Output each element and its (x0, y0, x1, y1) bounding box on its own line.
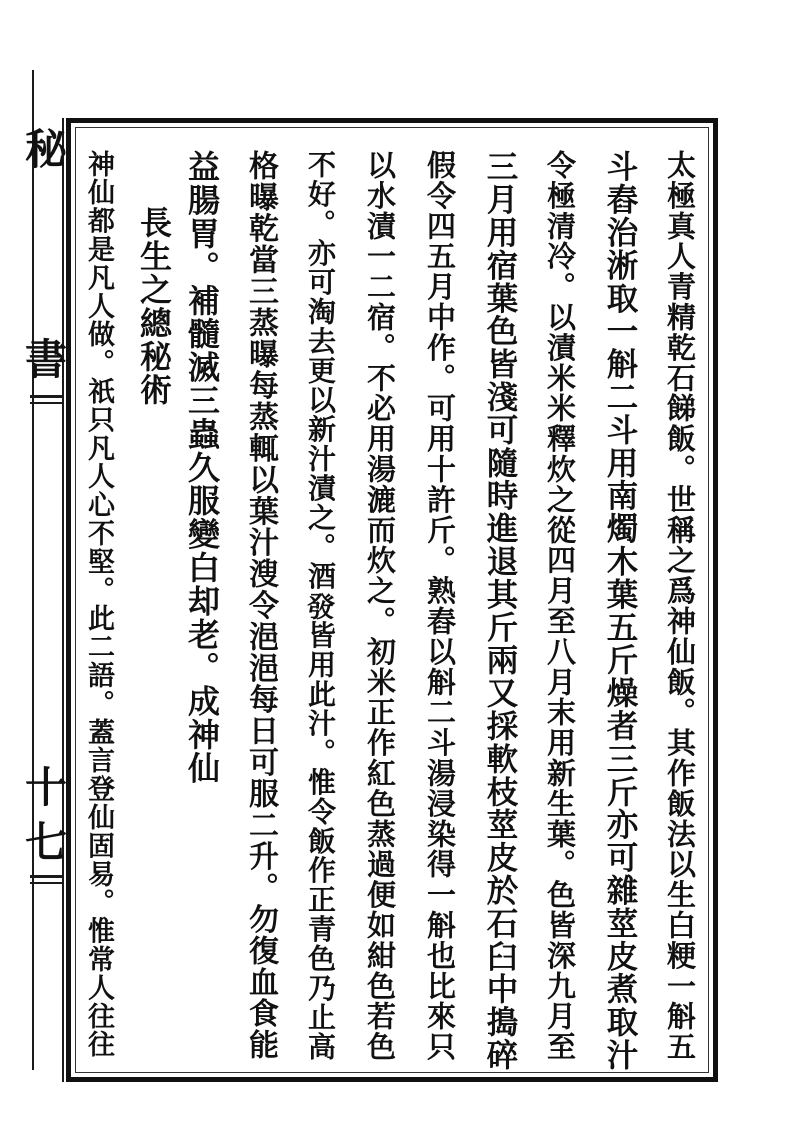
margin-page-glyph-2: 七 (24, 818, 67, 867)
text-column-4: 三月用宿葉色皆淺可隨時進退其斤兩又採軟枝莖皮於石臼中搗碎 (482, 150, 519, 1072)
margin-rule-bottom-2 (30, 882, 64, 884)
margin-rule-bottom (30, 875, 64, 878)
text-column-3: 令極清冷。以漬米米釋炊之從四月至八月末用新生葉。色皆深九月至 (543, 150, 577, 1062)
margin-rule-top (30, 395, 64, 398)
text-column-6: 以水漬一二宿。不必用湯漉而炊之。初米正作紅色蒸過便如紺色若色 (363, 150, 397, 1062)
margin-rule-top-2 (30, 402, 64, 404)
binding-line-outer (32, 70, 34, 1070)
text-column-5: 假令四五月中作。可用十許斤。熟舂以斛二斗湯浸染得一斛也比來只 (423, 150, 457, 1062)
text-column-7: 不好。亦可淘去更以新汁漬之。酒𤼲皆用此汁。惟令飯作正青色乃止高 (304, 150, 337, 1062)
text-column-2: 斗舂治淅取一斛二斗用南燭木葉五斤燥者三斤亦可雜莖皮煮取汁 (602, 150, 639, 1072)
text-column-11: 神仙都是凡人做。祇只凡人心不堅。此二語。蓋言登仙固易。惟常人往往 (83, 150, 114, 1059)
section-heading: 長生之總秘術 (135, 206, 173, 407)
margin-page-glyph-1: 十 (24, 763, 67, 812)
text-column-1: 太極真人青精乾石䬾飯。世稱之爲神仙飯。其作飯法以生白粳一斛五 (663, 150, 697, 1062)
text-column-8: 格曝乾當三蒸曝每蒸輒以葉汁溲令浥浥每日可服二升。勿復血食能 (243, 150, 278, 1061)
margin-title-glyph-2: 書 (24, 335, 67, 384)
binding-line-inner (62, 118, 64, 1082)
text-column-9: 益腸胃。補髓滅三蟲久服變白却老。成神仙 (183, 150, 221, 785)
margin-title-glyph-1: 秘 (24, 125, 67, 174)
